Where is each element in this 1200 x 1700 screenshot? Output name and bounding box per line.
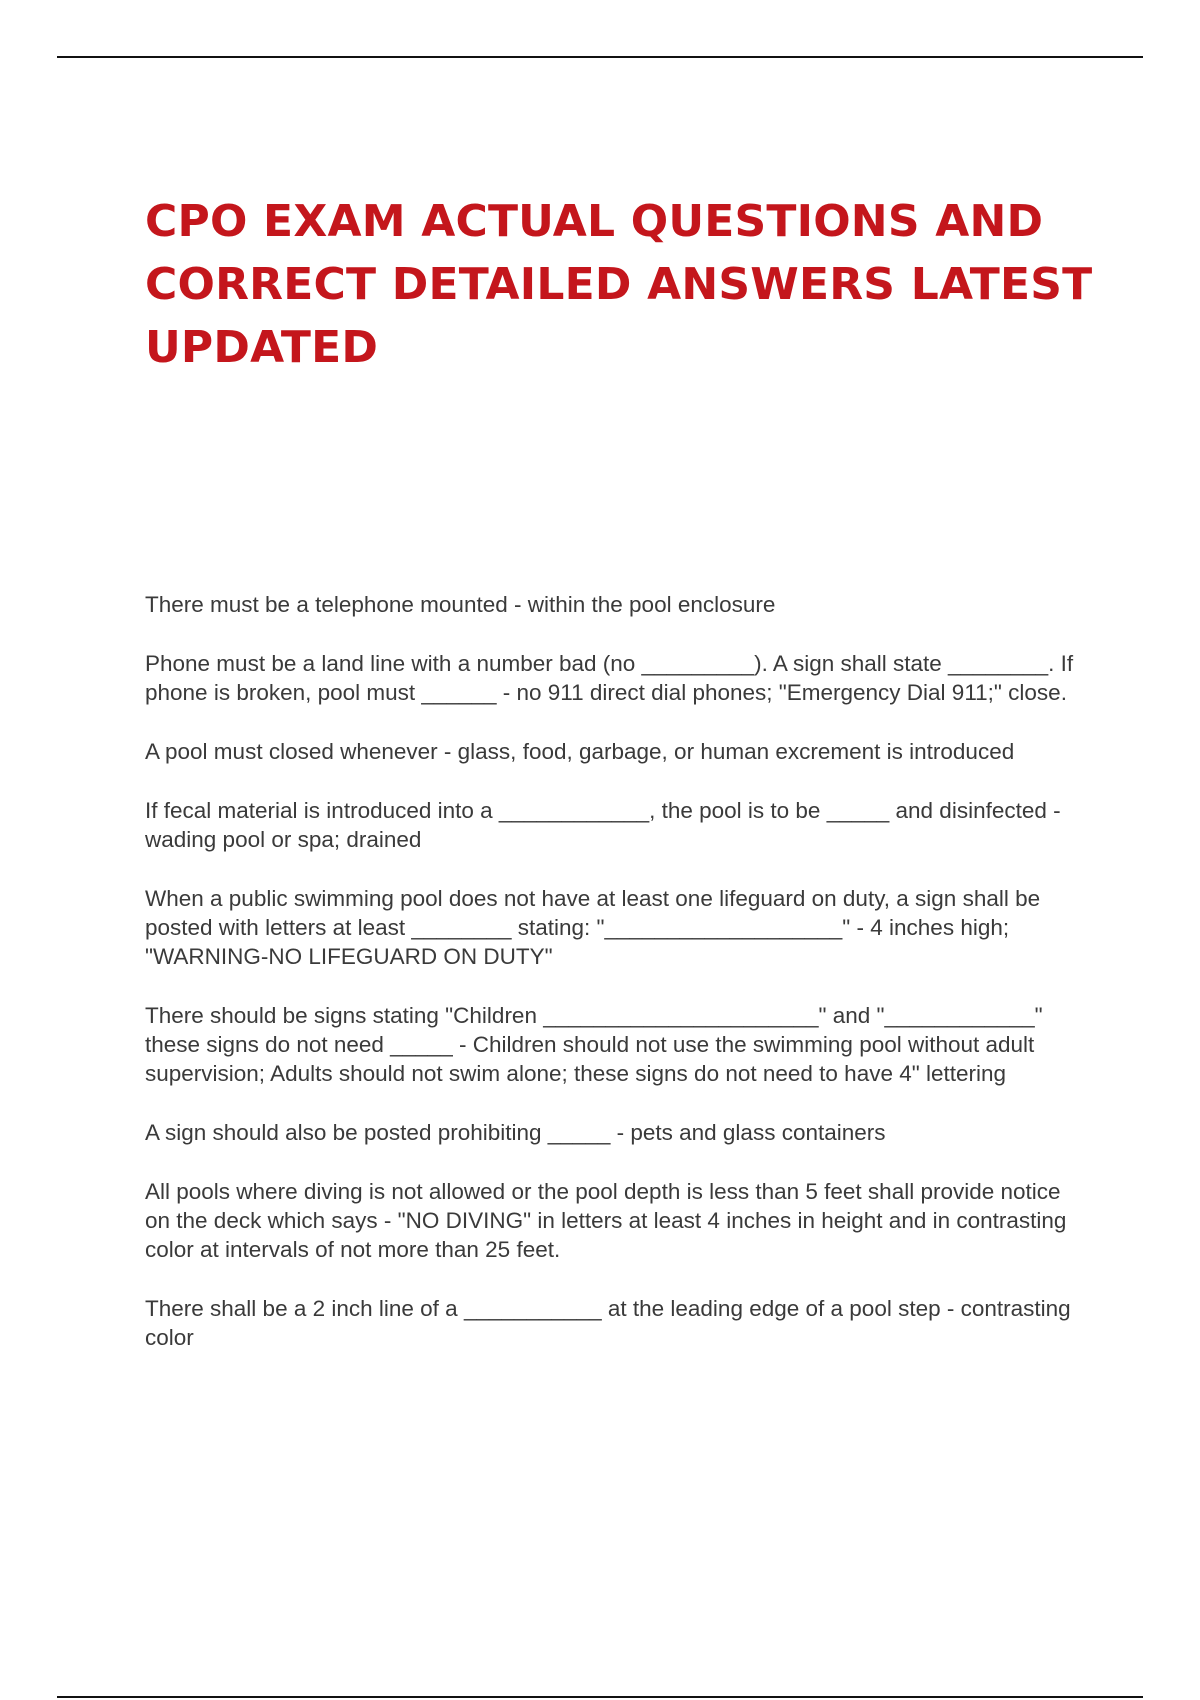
document-title: CPO EXAM ACTUAL QUESTIONS AND CORRECT DETAILED ANSWERS LATEST UPDATED [145, 196, 1093, 373]
qa-item: A sign should also be posted prohibiting _____ - pets and glass containers [145, 1120, 886, 1145]
qa-list [145, 590, 1085, 1382]
top-rule [57, 56, 1143, 58]
qa-item: There should be signs stating "Children ______________________" and "____________" these signs do not need _____ - Children should not use the swimming pool without adult supervision; Adults should not swim alone; these signs do not need to have 4" lettering [145, 1003, 1043, 1086]
qa-item: All pools where diving is not allowed or the pool depth is less than 5 feet shall provide notice on the deck which says - "NO DIVING" in letters at least 4 inches in height and in contrasting color at intervals of not more than 25 feet. [145, 1179, 1067, 1262]
qa-item: Phone must be a land line with a number bad (no _________). A sign shall state ________. If phone is broken, pool must ______ - no 911 direct dial phones; "Emergency Dial 911;" close. [145, 651, 1074, 705]
bottom-rule [57, 1696, 1143, 1698]
qa-item: A pool must closed whenever - glass, food, garbage, or human excrement is introduced [145, 739, 1015, 764]
qa-item: When a public swimming pool does not have at least one lifeguard on duty, a sign shall be posted with letters at least ________ stating: "___________________" - 4 inches high; "WARNING-NO LIFEGUARD ON DUTY" [145, 886, 1041, 969]
qa-item: If fecal material is introduced into a ____________, the pool is to be _____ and disinfected - wading pool or spa; drained [145, 798, 1061, 852]
qa-item: There must be a telephone mounted - within the pool enclosure [145, 592, 776, 617]
qa-item: There shall be a 2 inch line of a ___________ at the leading edge of a pool step - contrasting color [145, 1296, 1071, 1350]
